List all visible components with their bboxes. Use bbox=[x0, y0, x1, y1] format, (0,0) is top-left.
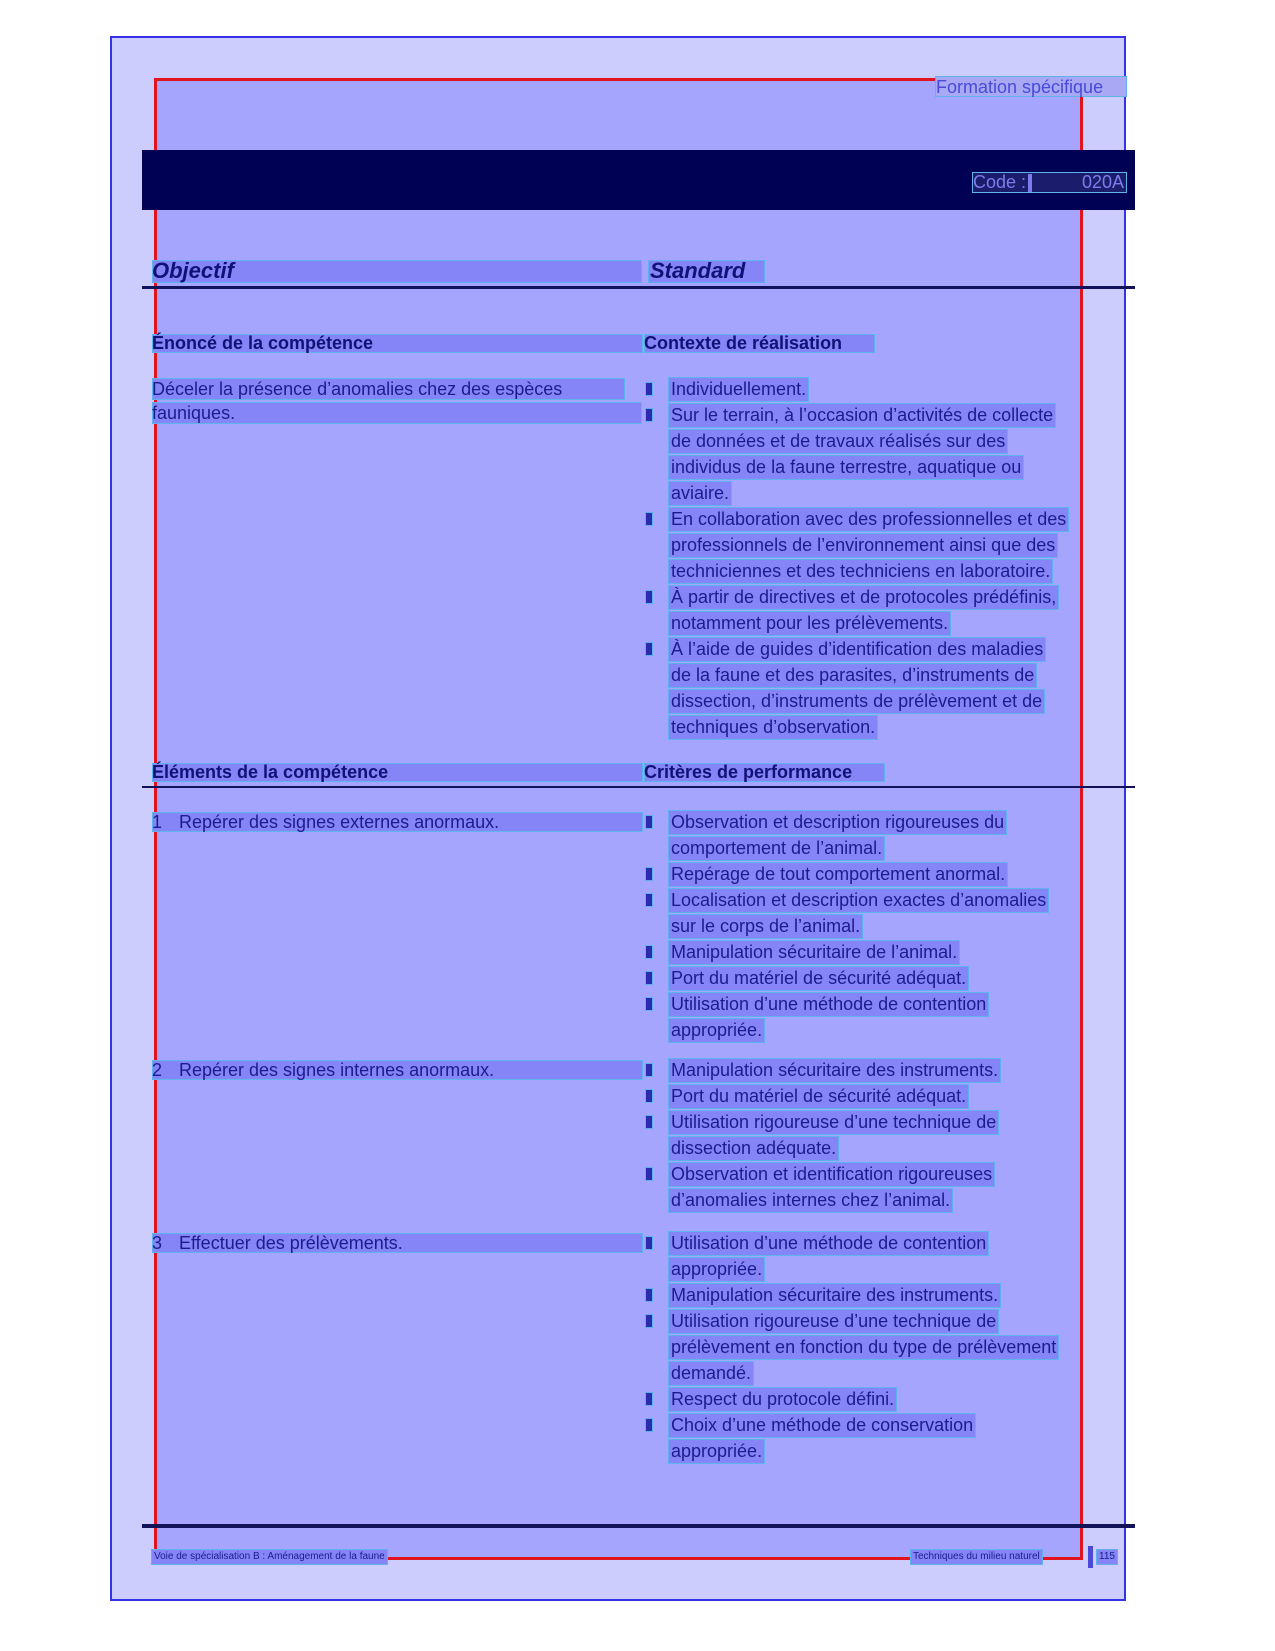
bullet-icon bbox=[645, 1288, 653, 1302]
criterion-item bbox=[644, 966, 1049, 991]
criterion-item bbox=[644, 585, 1069, 636]
bullet-icon bbox=[645, 1392, 653, 1406]
enonce-heading: Énoncé de la compétence bbox=[152, 333, 374, 353]
criterion-item bbox=[644, 1162, 1001, 1213]
criterion-text: notamment pour les prélèvements. bbox=[668, 611, 951, 636]
code-box bbox=[972, 172, 1127, 193]
bullet-icon bbox=[645, 971, 653, 985]
criterion-text: Observation et identification rigoureuses bbox=[668, 1162, 995, 1187]
criterion-text: appropriée. bbox=[668, 1439, 765, 1464]
bullet-icon bbox=[645, 893, 653, 907]
bullet-icon bbox=[645, 815, 653, 829]
standard-heading: Standard bbox=[650, 258, 746, 283]
footer-rule bbox=[142, 1524, 1135, 1528]
criterion-item bbox=[644, 810, 1049, 861]
criterion-text: Utilisation d’une méthode de contention bbox=[668, 992, 989, 1017]
bullet-icon bbox=[645, 382, 653, 396]
criterion-text: individus de la faune terrestre, aquatique ou bbox=[668, 455, 1024, 480]
criterion-text: prélèvement en fonction du type de prélèvement bbox=[668, 1335, 1059, 1360]
footer-right: Techniques du milieu naturel bbox=[910, 1549, 1043, 1565]
criterion-item bbox=[644, 1413, 1059, 1464]
bullet-icon bbox=[645, 1314, 653, 1328]
bullet-icon bbox=[645, 408, 653, 422]
criteria-list bbox=[644, 1231, 1059, 1465]
criteria-list bbox=[644, 810, 1049, 1044]
criterion-item bbox=[644, 1309, 1059, 1386]
element-number: 2 bbox=[152, 1060, 163, 1080]
page-number: 115 bbox=[1096, 1549, 1118, 1565]
criterion-item bbox=[644, 1084, 1001, 1109]
criterion-item bbox=[644, 1110, 1001, 1161]
bullet-icon bbox=[645, 642, 653, 656]
criterion-text: Utilisation rigoureuse d’une technique de bbox=[668, 1309, 999, 1334]
criterion-item bbox=[644, 1387, 1059, 1412]
elements-rule bbox=[142, 786, 1135, 788]
bullet-icon bbox=[645, 1236, 653, 1250]
criterion-text: aviaire. bbox=[668, 481, 732, 506]
bullet-icon bbox=[645, 512, 653, 526]
criteria-list bbox=[644, 1058, 1001, 1214]
criterion-text: Sur le terrain, à l’occasion d’activités de collecte bbox=[668, 403, 1056, 428]
criterion-item bbox=[644, 940, 1049, 965]
criterion-text: d’anomalies internes chez l’animal. bbox=[668, 1188, 953, 1213]
criterion-text: Utilisation rigoureuse d’une technique de bbox=[668, 1110, 999, 1135]
bullet-icon bbox=[645, 867, 653, 881]
bullet-icon bbox=[645, 1089, 653, 1103]
contexte-heading: Contexte de réalisation bbox=[644, 333, 843, 353]
criterion-text: Individuellement. bbox=[668, 377, 809, 402]
criterion-item bbox=[644, 1231, 1059, 1282]
criterion-text: sur le corps de l’animal. bbox=[668, 914, 863, 939]
bullet-icon bbox=[645, 1115, 653, 1129]
criterion-text: Port du matériel de sécurité adéquat. bbox=[668, 1084, 969, 1109]
bullet-icon bbox=[645, 945, 653, 959]
element-label: Repérer des signes externes anormaux. bbox=[179, 812, 500, 832]
element-number: 1 bbox=[152, 812, 163, 832]
criterion-text: En collaboration avec des professionnelles et des bbox=[668, 507, 1069, 532]
criterion-text: Observation et description rigoureuses du bbox=[668, 810, 1007, 835]
criteria-heading: Critères de performance bbox=[644, 762, 853, 782]
criterion-text: appropriée. bbox=[668, 1018, 765, 1043]
criterion-text: Manipulation sécuritaire des instruments. bbox=[668, 1283, 1001, 1308]
criterion-text: dissection, d’instruments de prélèvement et de bbox=[668, 689, 1045, 714]
bullet-icon bbox=[645, 1418, 653, 1432]
criterion-text: Localisation et description exactes d’anomalies bbox=[668, 888, 1049, 913]
code-value: 020A bbox=[1081, 172, 1124, 192]
criterion-item bbox=[644, 637, 1069, 740]
element-label: Repérer des signes internes anormaux. bbox=[179, 1060, 495, 1080]
bullet-icon bbox=[645, 1063, 653, 1077]
criterion-text: Manipulation sécuritaire des instruments. bbox=[668, 1058, 1001, 1083]
code-separator bbox=[1028, 174, 1032, 192]
heading-rule bbox=[142, 286, 1135, 289]
criterion-text: Manipulation sécuritaire de l’animal. bbox=[668, 940, 960, 965]
criterion-text: Repérage de tout comportement anormal. bbox=[668, 862, 1008, 887]
criterion-text: Utilisation d’une méthode de contention bbox=[668, 1231, 989, 1256]
criterion-item bbox=[644, 1283, 1059, 1308]
criterion-text: Choix d’une méthode de conservation bbox=[668, 1413, 976, 1438]
code-label: Code : bbox=[973, 172, 1027, 192]
criterion-text: professionnels de l’environnement ainsi que des bbox=[668, 533, 1058, 558]
objectif-heading: Objectif bbox=[152, 258, 234, 283]
criterion-item bbox=[644, 888, 1049, 939]
section-label: Formation spécifique bbox=[935, 76, 1127, 97]
criterion-text: demandé. bbox=[668, 1361, 754, 1386]
criterion-item bbox=[644, 862, 1049, 887]
criterion-text: À partir de directives et de protocoles prédéfinis, bbox=[668, 585, 1059, 610]
element-number: 3 bbox=[152, 1233, 163, 1253]
criterion-text: Port du matériel de sécurité adéquat. bbox=[668, 966, 969, 991]
footer-left: Voie de spécialisation B : Aménagement de la faune bbox=[151, 1549, 388, 1565]
criterion-text: de la faune et des parasites, d’instruments de bbox=[668, 663, 1037, 688]
criterion-text: techniciennes et des techniciens en laboratoire. bbox=[668, 559, 1053, 584]
criterion-text: appropriée. bbox=[668, 1257, 765, 1282]
footer-divider bbox=[1088, 1546, 1093, 1568]
criterion-text: de données et de travaux réalisés sur des bbox=[668, 429, 1008, 454]
enonce-line: Déceler la présence d’anomalies chez des espèces bbox=[152, 379, 563, 399]
criterion-item bbox=[644, 992, 1049, 1043]
bullet-icon bbox=[645, 1167, 653, 1181]
criterion-text: dissection adéquate. bbox=[668, 1136, 839, 1161]
enonce-line: fauniques. bbox=[152, 403, 236, 423]
criterion-text: À l’aide de guides d’identification des maladies bbox=[668, 637, 1046, 662]
bullet-icon bbox=[645, 590, 653, 604]
criterion-item bbox=[644, 403, 1069, 506]
criterion-item bbox=[644, 507, 1069, 584]
criterion-text: comportement de l’animal. bbox=[668, 836, 885, 861]
criterion-text: techniques d’observation. bbox=[668, 715, 878, 740]
criterion-item bbox=[644, 377, 1069, 402]
criterion-item bbox=[644, 1058, 1001, 1083]
element-label: Effectuer des prélèvements. bbox=[179, 1233, 403, 1253]
bullet-icon bbox=[645, 997, 653, 1011]
contexte-list bbox=[644, 377, 1069, 741]
criterion-text: Respect du protocole défini. bbox=[668, 1387, 897, 1412]
elements-heading: Éléments de la compétence bbox=[152, 762, 389, 782]
